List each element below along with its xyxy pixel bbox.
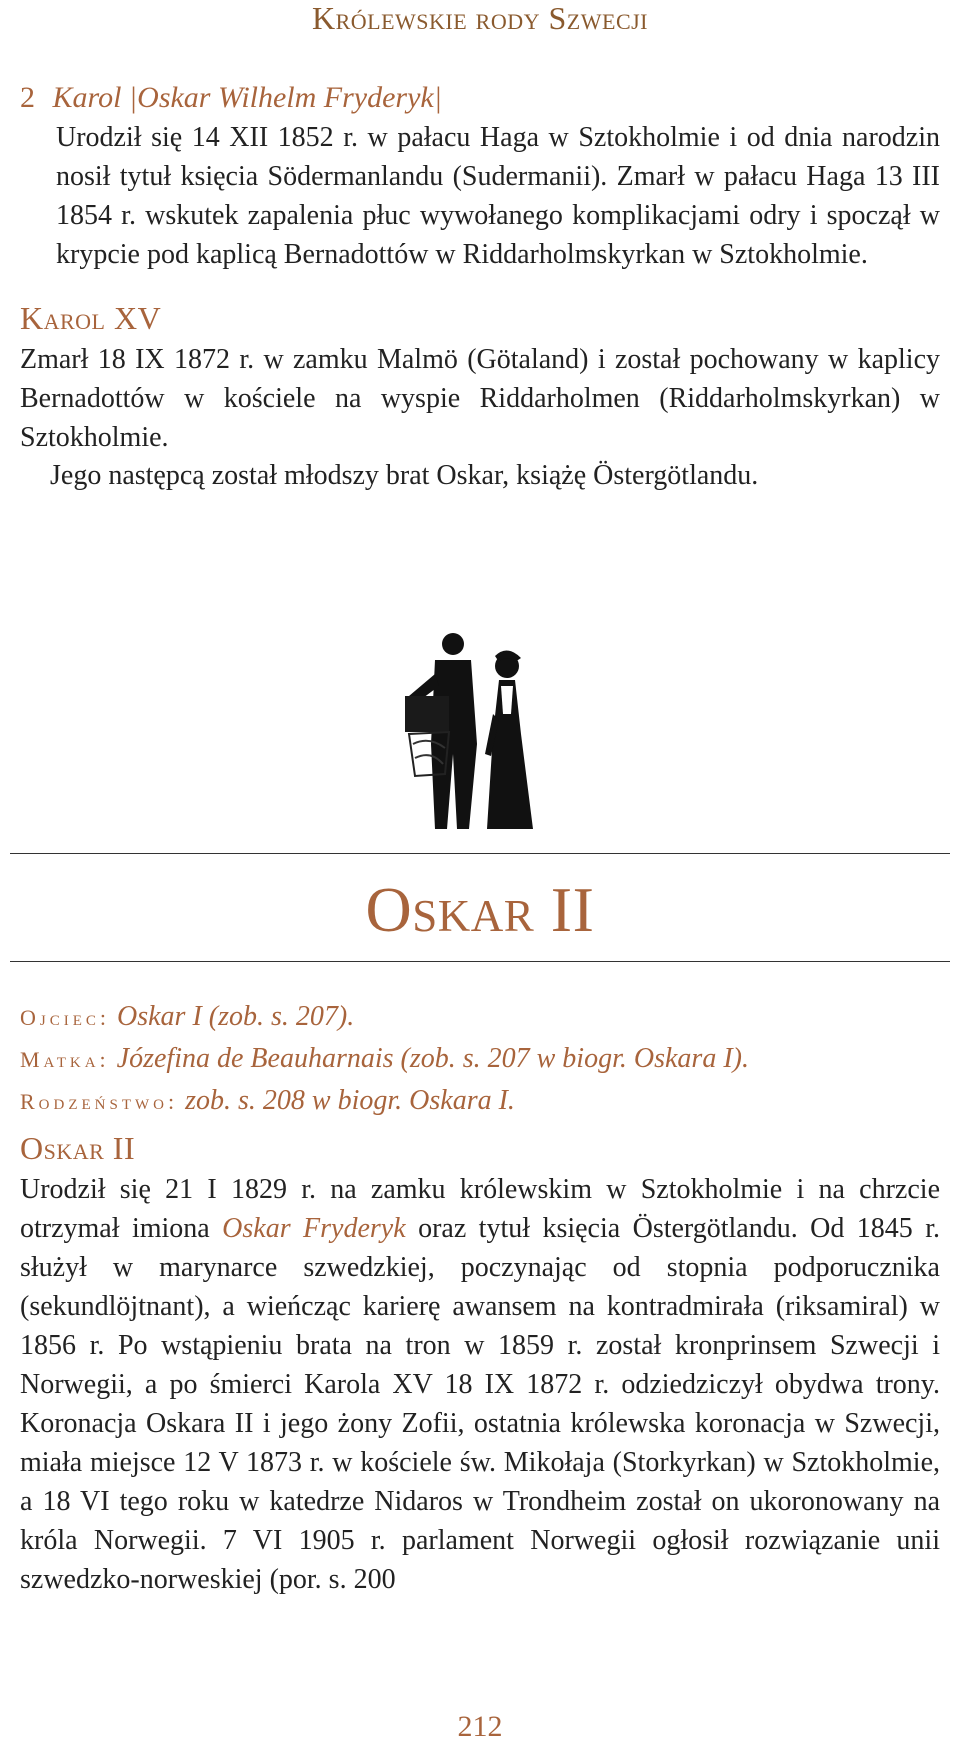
siblings-line bbox=[20, 1081, 515, 1122]
chapter-rule-top bbox=[10, 853, 950, 854]
mother-line bbox=[20, 1039, 749, 1080]
karol-xv-text: Zmarł 18 IX 1872 r. w zamku Malmö (Götaland) i został pochowany w kaplicy Bernadottów w kościele na wyspie Riddarholmen (Riddarholmskyrkan) w Sztokholmie. bbox=[20, 344, 940, 453]
father-label: Ojciec: bbox=[20, 1005, 111, 1030]
chapter-title: Oskar II bbox=[365, 874, 595, 945]
father-line bbox=[20, 997, 354, 1038]
oskar-ii-heading: Oskar II bbox=[20, 1130, 136, 1166]
page-number: 212 bbox=[457, 1710, 503, 1743]
running-head: Królewskie rody Szwecji bbox=[311, 0, 649, 36]
chapter-rule-bottom bbox=[10, 961, 950, 962]
mother-label: Matka: bbox=[20, 1047, 110, 1072]
couple-illustration bbox=[405, 624, 545, 834]
oskar-ii-text-part1: Urodził się 21 I 1829 r. na zamku królewskim w Sztokholmie i na chrzcie otrzymał imiona bbox=[20, 1174, 940, 1244]
oskar-ii-text bbox=[20, 1170, 940, 1599]
siblings-label: Rodzeństwo: bbox=[20, 1089, 179, 1114]
entry-heading bbox=[20, 80, 442, 116]
karol-xv-heading: Karol XV bbox=[20, 300, 162, 336]
oskar-ii-names: Oskar Fryderyk bbox=[222, 1213, 406, 1244]
entry-text: Urodził się 14 XII 1852 r. w pałacu Haga w Sztokholmie i od dnia narodzin nosił tytuł księcia Södermanlandu (Sudermanii). Zmarł w pałacu Haga 13 III 1854 r. wskutek zapalenia płuc wywołanego komplikacjami odry i spoczął w krypcie pod kaplicą Bernadottów w Riddarholmskyrkan w Sztokholmie. bbox=[56, 122, 940, 270]
oskar-ii-text-part2: oraz tytuł księcia Östergötlandu. Od 1845 r. służył w marynarce szwedzkiej, poczynając od stopnia podporucznika (sekundlöjtnant), a wieńcząc karierę awansem na kontradmirała (riksamiral) w 1856 r. Po wstąpieniu brata na tron w 1859 r. został kronprinsem Szwecji i Norwegii, a po śmierci Karola XV 18 IX 1872 r. odziedziczył obydwa trony. Koronacja Oskara II i jego żony Zofii, ostatnia królewska koronacja w Szwecji, miała miejsce 12 V 1873 r. w kościele św. Mikołaja (Storkyrkan) w Sztokholmie, a 18 VI tego roku w katedrze Nidaros w Trondheim został on ukoronowany na króla Norwegii. 7 VI 1905 r. parlament Norwegii ogłosił rozwiązanie unii szwedzko-norweskiej (por. s. 200 bbox=[20, 1213, 941, 1595]
siblings-value: zob. s. 208 w biogr. Oskara I. bbox=[185, 1085, 515, 1116]
mother-value: Józefina de Beauharnais (zob. s. 207 w biogr. Oskara I). bbox=[116, 1043, 749, 1074]
karol-xv-successor: Jego następcą został młodszy brat Oskar, książę Östergötlandu. bbox=[50, 460, 759, 491]
entry-number: 2 bbox=[20, 81, 35, 114]
father-value: Oskar I (zob. s. 207). bbox=[117, 1001, 355, 1032]
entry-name: Karol |Oskar Wilhelm Fryderyk| bbox=[52, 81, 442, 114]
